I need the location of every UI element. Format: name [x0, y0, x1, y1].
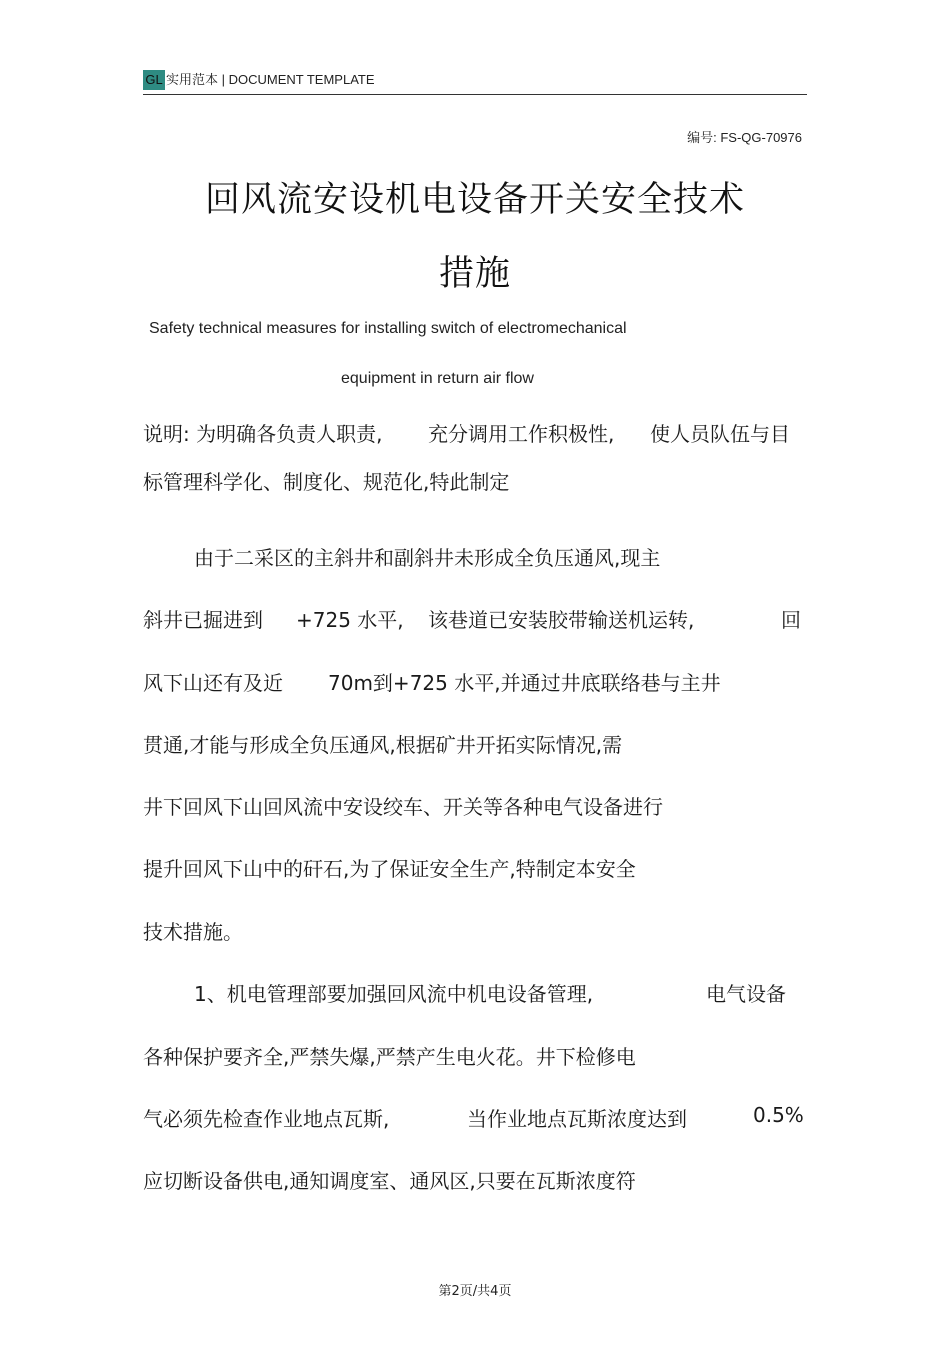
- intro-line-1-part-a: 说明: 为明确各负责人职责,: [143, 422, 383, 446]
- paragraph-1-line-3-a: 风下山还有及近: [143, 671, 283, 695]
- paragraph-1-line-2-d: 回: [781, 608, 801, 632]
- paragraph-2-line-2: 各种保护要齐全,严禁失爆,严禁产生电火花。井下检修电: [143, 1045, 636, 1069]
- subtitle-line-1: Safety technical measures for installing switch of electromechanical: [149, 320, 627, 337]
- paragraph-2-line-1-a: 1、机电管理部要加强回风流中机电设备管理,: [194, 982, 594, 1006]
- paragraph-2-line-3-c: 0.5%: [753, 1103, 804, 1127]
- paragraph-2-line-1-b: 电气设备: [706, 982, 786, 1006]
- template-logo-badge: GL: [143, 70, 165, 90]
- paragraph-2-line-4: 应切断设备供电,通知调度室、通风区,只要在瓦斯浓度符: [143, 1169, 636, 1193]
- paragraph-1-line-5: 井下回风下山回风流中安设绞车、开关等各种电气设备进行: [143, 795, 663, 819]
- paragraph-1-line-2-c: 该巷道已安装胶带输送机运转,: [428, 608, 695, 632]
- paragraph-1-line-3-b: 70m到+725 水平,并通过井底联络巷与主井: [328, 671, 721, 695]
- paragraph-1-line-6: 提升回风下山中的矸石,为了保证安全生产,特制定本安全: [143, 857, 636, 881]
- header-title: 实用范本 | DOCUMENT TEMPLATE: [166, 72, 375, 87]
- header-divider: [143, 94, 807, 95]
- subtitle-line-2: equipment in return air flow: [341, 370, 534, 387]
- paragraph-1-line-2-b: +725 水平,: [296, 608, 404, 632]
- page-title-line-2: 措施: [438, 254, 511, 294]
- paragraph-2-line-3-a: 气必须先检查作业地点瓦斯,: [143, 1107, 390, 1131]
- paragraph-2-line-3-b: 当作业地点瓦斯浓度达到: [467, 1107, 687, 1131]
- intro-line-2: 标管理科学化、制度化、规范化,特此制定: [143, 470, 510, 494]
- paragraph-1-line-4: 贯通,才能与形成全负压通风,根据矿井开拓实际情况,需: [143, 733, 623, 757]
- intro-line-1-part-c: 使人员队伍与目: [650, 422, 790, 446]
- paragraph-1-line-2-a: 斜井已掘进到: [143, 608, 263, 632]
- page-number: 第2页/共4页: [438, 1284, 512, 1299]
- intro-line-1-part-b: 充分调用工作积极性,: [428, 422, 615, 446]
- paragraph-1-line-7: 技术措施。: [143, 920, 243, 944]
- page-title-line-1: 回风流安设机电设备开关安全技术: [204, 180, 745, 220]
- document-number: 编号: FS-QG-70976: [687, 130, 802, 145]
- paragraph-1-line-1: 由于二采区的主斜井和副斜井未形成全负压通风,现主: [194, 546, 661, 570]
